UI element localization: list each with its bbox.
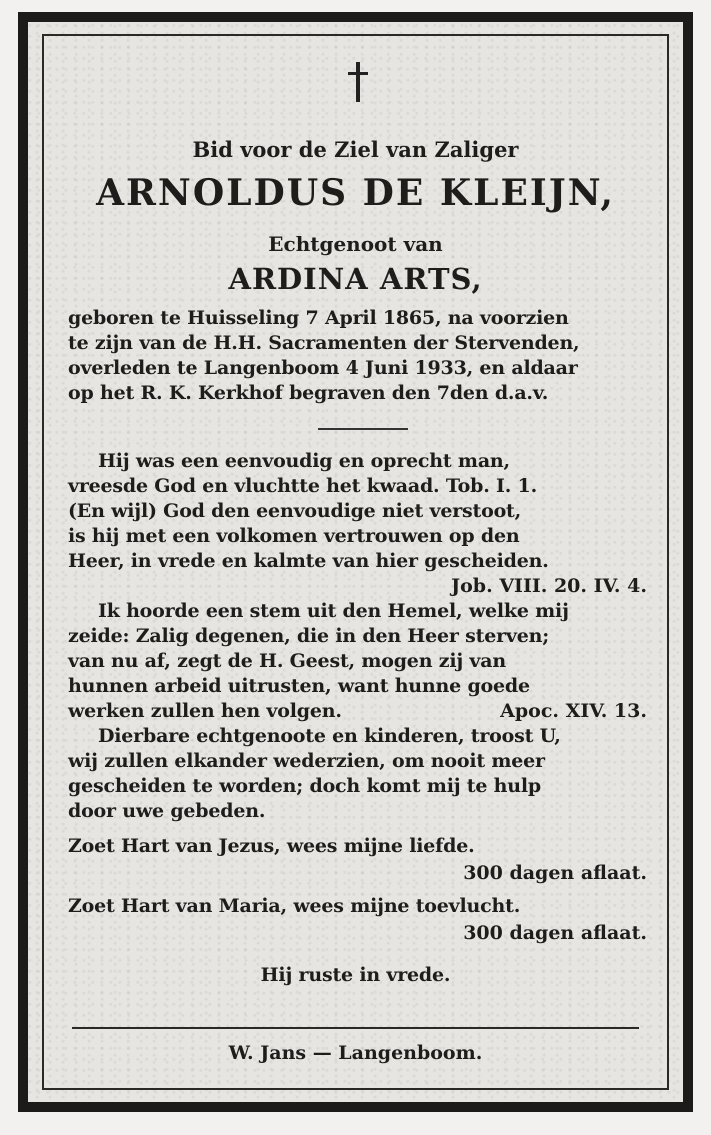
farewell-line: Dierbare echtgenoote en kinderen, troost U,: [98, 725, 561, 747]
prayer-line: Zoet Hart van Jezus, wees mijne liefde.: [68, 835, 475, 857]
spouse-name: ARDINA ARTS,: [228, 262, 483, 296]
verse-line: vreesde God en vluchtte het kwaad. Tob. I. 1.: [68, 475, 537, 497]
indulgence-text: 300 dagen aflaat.: [463, 922, 647, 944]
farewell-line: door uwe gebeden.: [68, 800, 266, 822]
bottom-rule: [72, 1027, 639, 1029]
memorial-card: [18, 12, 693, 1112]
verse-line: hunnen arbeid uitrusten, want hunne goede: [68, 675, 530, 697]
verse-line: (En wijl) God den eenvoudige niet verstoot,: [68, 500, 522, 522]
card-paper: [28, 22, 683, 1102]
farewell-line: gescheiden te worden; doch komt mij te hulp: [68, 775, 542, 797]
verse-line: Hij was een eenvoudig en oprecht man,: [98, 450, 510, 472]
prayer-line: Zoet Hart van Maria, wees mijne toevlucht.: [68, 895, 521, 917]
verse-line: zeide: Zalig degenen, die in den Heer sterven;: [68, 625, 550, 647]
cross-icon: [346, 62, 370, 102]
verse-line: van nu af, zegt de H. Geest, mogen zij van: [68, 650, 506, 672]
verse-reference: Job. VIII. 20. IV. 4.: [451, 575, 647, 597]
verse-line: Ik hoorde een stem uit den Hemel, welke mij: [98, 600, 569, 622]
verse-reference: Apoc. XIV. 13.: [500, 700, 647, 722]
separator: [318, 428, 408, 430]
closing-text: Hij ruste in vrede.: [260, 964, 451, 986]
indulgence-text: 300 dagen aflaat.: [463, 862, 647, 884]
bio-line: te zijn van de H.H. Sacramenten der Stervenden,: [68, 332, 580, 354]
bio-line: overleden te Langenboom 4 Juni 1933, en aldaar: [68, 357, 578, 379]
intro-text: Bid voor de Ziel van Zaliger: [192, 137, 519, 162]
spouse-intro: Echtgenoot van: [268, 232, 443, 256]
bio-line: op het R. K. Kerkhof begraven den 7den d.a.v.: [68, 382, 549, 404]
verse-line: werken zullen hen volgen.: [68, 700, 342, 722]
verse-line: Heer, in vrede en kalmte van hier gescheiden.: [68, 550, 549, 572]
deceased-name: ARNOLDUS DE KLEIJN,: [96, 172, 615, 214]
farewell-line: wij zullen elkander wederzien, om nooit meer: [68, 750, 545, 772]
verse-line: is hij met een volkomen vertrouwen op den: [68, 525, 520, 547]
printer-credit: W. Jans — Langenboom.: [228, 1042, 483, 1064]
bio-line: geboren te Huisseling 7 April 1865, na voorzien: [68, 307, 569, 329]
